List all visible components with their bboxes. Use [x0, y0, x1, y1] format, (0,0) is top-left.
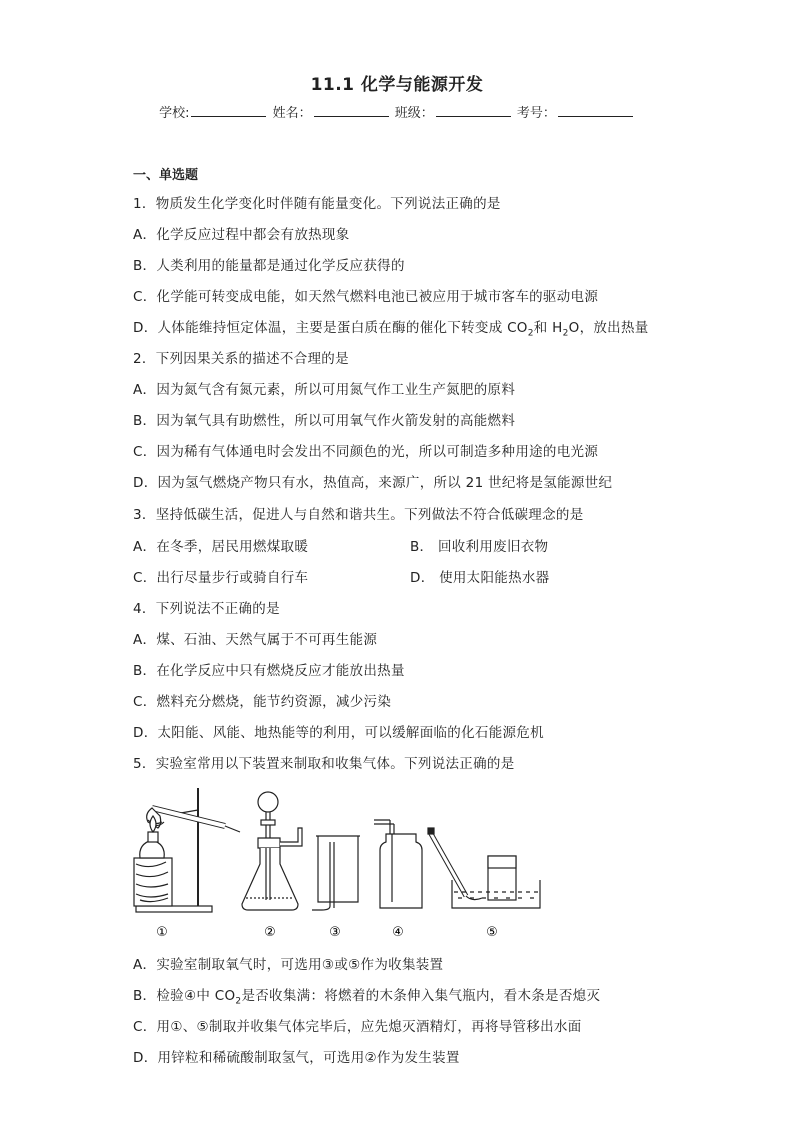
school-label: 学校:: [159, 106, 190, 121]
q3-stem: 3．坚持低碳生活，促进人与自然和谐共生。下列做法不符合低碳理念的是: [133, 507, 584, 523]
q1-d-text-1: D．人体能维持恒定体温，主要是蛋白质在酶的催化下转变成 CO: [133, 320, 528, 336]
student-info-line: [0, 102, 794, 121]
school-blank[interactable]: [191, 104, 266, 117]
q5-b-text-1: B．检验④中 CO: [133, 988, 236, 1004]
q5-stem: 5．实验室常用以下装置来制取和收集气体。下列说法正确的是: [133, 756, 515, 772]
q1-d-sub-2: 2: [562, 328, 569, 339]
apparatus-label-1: ①: [156, 925, 168, 940]
q1-stem: 1．物质发生化学变化时伴随有能量变化。下列说法正确的是: [133, 196, 501, 212]
q1-d-text-3: O，放出热量: [568, 320, 649, 336]
apparatus-label-3: ③: [329, 925, 341, 940]
section-heading: 一、单选题: [133, 168, 199, 183]
apparatus-label-5: ⑤: [486, 925, 498, 940]
q4-option-a[interactable]: A．煤、石油、天然气属于不可再生能源: [133, 632, 378, 648]
name-label: 姓名：: [272, 106, 312, 121]
q4-stem: 4．下列说法不正确的是: [133, 601, 280, 617]
q5-option-d[interactable]: D．用锌粒和稀硫酸制取氢气，可选用②作为发生装置: [133, 1050, 460, 1066]
apparatus-2-flask-funnel: [242, 792, 302, 910]
q1-option-d[interactable]: [133, 316, 649, 339]
apparatus-4-gas-bottle: [374, 820, 422, 908]
q2-stem: 2．下列因果关系的描述不合理的是: [133, 351, 349, 367]
apparatus-label-4: ④: [392, 925, 404, 940]
q4-option-c[interactable]: C．燃料充分燃烧，能节约资源，减少污染: [133, 694, 392, 710]
q1-option-c[interactable]: C．化学能可转变成电能，如天然气燃料电池已被应用于城市客车的驱动电源: [133, 289, 599, 305]
apparatus-3-downward-collection: [312, 836, 360, 910]
q1-d-text-2: 和 H: [533, 320, 563, 336]
q5-option-a[interactable]: A．实验室制取氧气时，可选用③或⑤作为收集装置: [133, 957, 444, 973]
apparatus-1-heating-setup: [134, 788, 240, 912]
q3-option-a[interactable]: A．在冬季，居民用燃煤取暖: [133, 539, 309, 555]
q5-b-sub: 2: [235, 996, 242, 1007]
q4-option-d[interactable]: D．太阳能、风能、地热能等的利用，可以缓解面临的化石能源危机: [133, 725, 544, 741]
q2-option-d[interactable]: D．因为氢气燃烧产物只有水，热值高，来源广，所以 21 世纪将是氢能源世纪: [133, 475, 613, 491]
name-blank[interactable]: [314, 104, 389, 117]
exam-no-blank[interactable]: [558, 104, 633, 117]
lab-apparatus-figure: [130, 780, 550, 945]
q5-option-b[interactable]: [133, 984, 600, 1007]
q2-option-c[interactable]: C．因为稀有气体通电时会发出不同颜色的光，所以可制造多种用途的电光源: [133, 444, 599, 460]
q2-option-b[interactable]: B．因为氧气具有助燃性，所以可用氧气作火箭发射的高能燃料: [133, 413, 516, 429]
apparatus-label-2: ②: [264, 925, 276, 940]
q4-option-b[interactable]: B．在化学反应中只有燃烧反应才能放出热量: [133, 663, 405, 679]
exam-no-label: 考号：: [516, 106, 556, 121]
q1-option-a[interactable]: A．化学反应过程中都会有放热现象: [133, 227, 350, 243]
apparatus-5-water-trough: [428, 828, 540, 908]
q5-option-c[interactable]: C．用①、⑤制取并收集气体完毕后，应先熄灭酒精灯，再将导管移出水面: [133, 1019, 582, 1035]
q2-option-a[interactable]: A．因为氮气含有氮元素，所以可用氮气作工业生产氮肥的原料: [133, 382, 516, 398]
q1-option-b[interactable]: B．人类利用的能量都是通过化学反应获得的: [133, 258, 405, 274]
q5-b-text-2: 是否收集满：将燃着的木条伸入集气瓶内，看木条是否熄灭: [241, 988, 601, 1004]
q3-option-b[interactable]: B． 回收利用废旧衣物: [410, 539, 549, 555]
q3-option-c[interactable]: C．出行尽量步行或骑自行车: [133, 570, 309, 586]
q3-option-d[interactable]: D． 使用太阳能热水器: [410, 570, 550, 586]
class-label: 班级：: [394, 106, 434, 121]
class-blank[interactable]: [436, 104, 511, 117]
page-title: 11.1 化学与能源开发: [310, 75, 484, 95]
q1-d-sub-1: 2: [527, 328, 534, 339]
